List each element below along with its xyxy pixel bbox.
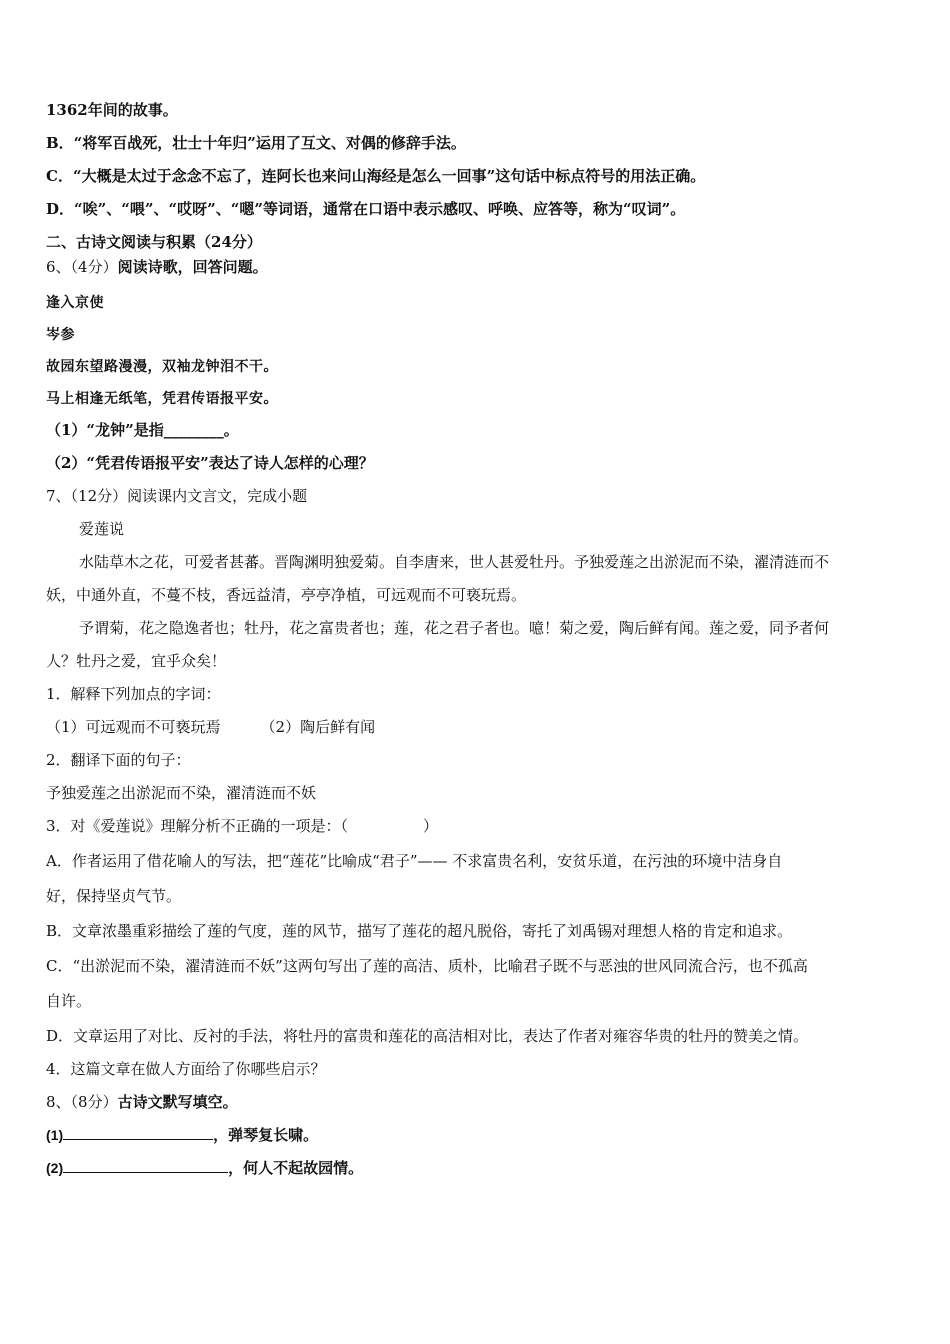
poem-line-1: 故园东望路漫漫，双袖龙钟泪不干。 (46, 359, 278, 375)
sub-question-1-item-a: （1）可远观而不可亵玩焉 (46, 718, 221, 736)
option-d: D．“唉”、“喂”、“哎呀”、“嗯”等词语，通常在口语中表示感叹、呼唤、应答等，称为“叹词”。 (46, 200, 686, 218)
passage-para-2-line-2: 人？牡丹之爱，宜乎众矣！ (46, 652, 227, 670)
fill-blank-2-number: (2) (46, 1160, 64, 1176)
option-c: C．“大概是太过于念念不忘了，连阿长也来问山海经是怎么一回事”这句话中标点符号的用法正确。 (46, 167, 706, 185)
question-8-prompt: 古诗文默写填空。 (117, 1093, 238, 1111)
passage-para-2-line-1: 予谓菊，花之隐逸者也；牡丹，花之富贵者也；莲，花之君子者也。噫！菊之爱，陶后鲜有闻。莲之爱，同予者何 (79, 619, 830, 637)
section-title: 二、古诗文阅读与积累（24分） (46, 233, 262, 251)
choice-c-line-2: 自许。 (46, 992, 92, 1010)
fill-blank-1-text: ，弹琴复长啸。 (213, 1126, 319, 1144)
sub-question-1-items (46, 717, 904, 738)
passage-title: 爱莲说 (79, 520, 125, 538)
question-7-header: 7、（12分）阅读课内文言文，完成小题 (46, 487, 308, 505)
sub-question-3: 3．对《爱莲说》理解分析不正确的一项是：（ ） (46, 817, 439, 835)
fill-blank-1-line[interactable] (63, 1125, 213, 1140)
fill-blank-2 (46, 1158, 904, 1179)
question-6-sub-2: （2）“凭君传语报平安”表达了诗人怎样的心理？ (46, 454, 374, 472)
text-line: 1362年间的故事。 (46, 101, 178, 119)
passage-para-1-line-2: 妖，中通外直，不蔓不枝，香远益清，亭亭净植，可远观而不可亵玩焉。 (46, 586, 527, 604)
choice-d: D．文章运用了对比、反衬的手法，将牡丹的富贵和莲花的高洁相对比，表达了作者对雍容华贵的牡丹的赞美之情。 (46, 1027, 809, 1045)
sub-question-2: 2．翻译下面的句子： (46, 751, 191, 769)
choice-c-line-1: C．“出淤泥而不染，濯清涟而不妖”这两句写出了莲的高洁、质朴，比喻君子既不与恶浊的世风同流合污，也不孤高 (46, 957, 808, 975)
choice-a-line-1: A．作者运用了借花喻人的写法，把“莲花”比喻成“君子”—— 不求富贵名利，安贫乐道，在污浊的环境中洁身自 (46, 852, 783, 870)
passage-para-1-line-1: 水陆草木之花，可爱者甚蕃。晋陶渊明独爱菊。自李唐来，世人甚爱牡丹。予独爱莲之出淤泥而不染，濯清涟而不 (79, 553, 830, 571)
choice-a-line-2: 好，保持坚贞气节。 (46, 887, 182, 905)
sub-question-4: 4．这篇文章在做人方面给了你哪些启示？ (46, 1060, 326, 1078)
option-b: B．“将军百战死，壮士十年归”运用了互文、对偶的修辞手法。 (46, 134, 466, 152)
choice-b: B．文章浓墨重彩描绘了莲的气度，莲的风节，描写了莲花的超凡脱俗，寄托了刘禹锡对理想人格的肯定和追求。 (46, 922, 793, 940)
fill-blank-1-number: (1) (46, 1127, 64, 1143)
poem-title: 逢入京使 (46, 295, 104, 311)
question-8-prefix: 8、（8分） (46, 1093, 118, 1111)
question-6-header (46, 257, 904, 278)
fill-blank-1 (46, 1125, 904, 1146)
question-6-sub-1: （1）“龙钟”是指________。 (46, 421, 239, 439)
question-6-prefix: 6、（4分） (46, 258, 118, 276)
question-6-prompt: 阅读诗歌，回答问题。 (117, 258, 268, 276)
sub-question-1: 1．解释下列加点的字词： (46, 685, 221, 703)
poem-line-2: 马上相逢无纸笔，凭君传语报平安。 (46, 391, 278, 407)
question-8-header (46, 1092, 904, 1113)
sub-question-2-sentence: 予独爱莲之出淤泥而不染，濯清涟而不妖 (46, 784, 317, 802)
poem-author: 岑参 (46, 327, 75, 343)
sub-question-1-item-b: （2）陶后鲜有闻 (260, 718, 376, 736)
fill-blank-2-line[interactable] (63, 1158, 228, 1173)
fill-blank-2-text: ，何人不起故园情。 (228, 1159, 364, 1177)
